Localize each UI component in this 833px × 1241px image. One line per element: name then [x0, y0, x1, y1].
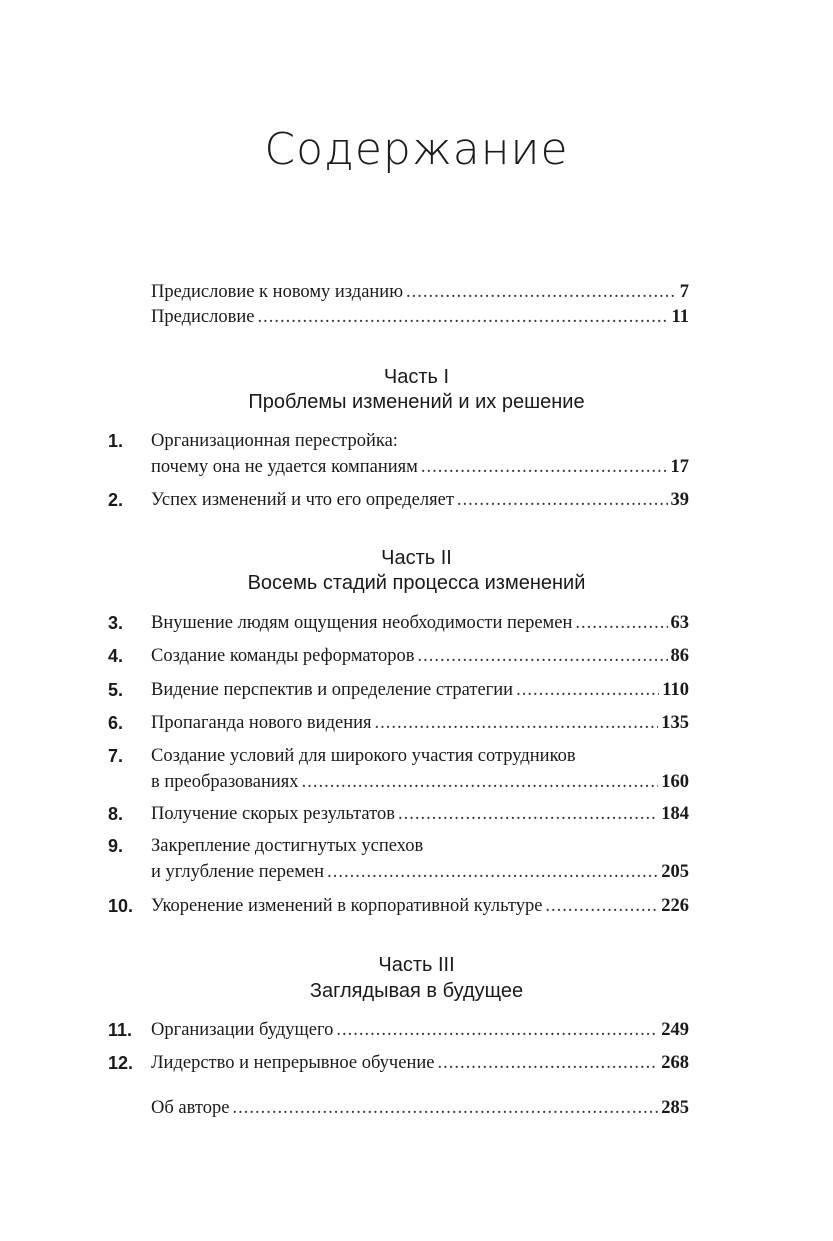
- toc-entry-chapter-1[interactable]: [151, 454, 689, 480]
- page-number: 268: [661, 1053, 689, 1073]
- chapter-number: 2.: [108, 490, 124, 510]
- dot-leader: [375, 710, 659, 736]
- toc-entry-chapter-2[interactable]: [151, 487, 689, 513]
- chapter-number: 1.: [108, 431, 124, 451]
- toc-entry-chapter-12[interactable]: [151, 1050, 689, 1076]
- toc-entry-chapter-7[interactable]: [151, 769, 689, 795]
- page-number: 17: [670, 457, 689, 477]
- dot-leader: [516, 677, 659, 703]
- entry-title: Успех изменений и что его определяет: [151, 490, 454, 510]
- entry-title: Создание команды реформаторов: [151, 646, 415, 666]
- toc-entry-chapter-6[interactable]: [151, 710, 689, 736]
- entry-title: Получение скорых результатов: [151, 804, 395, 824]
- chapter-number: 10.: [108, 896, 134, 916]
- entry-title: Лидерство и непрерывное обучение: [151, 1053, 435, 1073]
- dot-leader: [257, 304, 668, 330]
- chapter-number: 4.: [108, 646, 124, 666]
- page-number: 86: [670, 646, 689, 666]
- entry-title: Укоренение изменений в корпоративной культуре: [151, 896, 543, 916]
- page-number: 7: [679, 282, 689, 302]
- page-number: 11: [671, 307, 689, 327]
- page-number: 285: [661, 1098, 689, 1118]
- entry-title: Об авторе: [151, 1098, 230, 1118]
- page-number: 110: [662, 680, 689, 700]
- dot-leader: [327, 859, 658, 885]
- toc-entry-about-author[interactable]: [151, 1095, 689, 1121]
- page-number: 205: [661, 862, 689, 882]
- toc-entry-chapter-5[interactable]: [151, 677, 689, 703]
- chapter-number: 5.: [108, 680, 124, 700]
- chapter-number: 3.: [108, 613, 124, 633]
- chapter-title-line1: Создание условий для широкого участия сотрудников: [151, 746, 576, 766]
- chapter-number: 9.: [108, 836, 124, 856]
- entry-title: в преобразованиях: [151, 772, 299, 792]
- page-title: Содержание: [264, 124, 569, 175]
- page-number: 249: [661, 1020, 689, 1040]
- dot-leader: [406, 279, 677, 305]
- toc-entry-chapter-11[interactable]: [151, 1017, 689, 1043]
- part-3-label: Часть III: [378, 954, 455, 976]
- toc-entry-chapter-10[interactable]: [151, 893, 689, 919]
- toc-entry-preface[interactable]: [151, 304, 689, 330]
- dot-leader: [421, 454, 668, 480]
- toc-entry-chapter-9[interactable]: [151, 859, 689, 885]
- part-1-label: Часть I: [383, 366, 450, 388]
- toc-entry-chapter-3[interactable]: [151, 610, 689, 636]
- dot-leader: [398, 801, 658, 827]
- chapter-number: 6.: [108, 713, 124, 733]
- part-1-title: Проблемы изменений и их решение: [248, 391, 585, 413]
- chapter-number: 12.: [108, 1053, 134, 1073]
- entry-title: Предисловие к новому изданию: [151, 282, 404, 302]
- toc-entry-chapter-8[interactable]: [151, 801, 689, 827]
- dot-leader: [545, 893, 658, 919]
- page-number: 184: [661, 804, 689, 824]
- chapter-title-line1: Организационная перестройка:: [151, 431, 398, 451]
- chapter-number: 7.: [108, 746, 124, 766]
- part-2-title: Восемь стадий процесса изменений: [247, 572, 586, 594]
- page-number: 160: [661, 772, 689, 792]
- entry-title: Пропаганда нового видения: [151, 713, 372, 733]
- dot-leader: [417, 643, 667, 669]
- dot-leader: [302, 769, 659, 795]
- chapter-number: 8.: [108, 804, 124, 824]
- entry-title: Организации будущего: [151, 1020, 334, 1040]
- entry-title: Видение перспектив и определение стратегии: [151, 680, 514, 700]
- page-number: 63: [670, 613, 689, 633]
- entry-title: Предисловие: [151, 307, 255, 327]
- page-number: 226: [661, 896, 689, 916]
- dot-leader: [437, 1050, 658, 1076]
- toc-entry-chapter-4[interactable]: [151, 643, 689, 669]
- toc-entry-preface-new-edition[interactable]: [151, 279, 689, 305]
- dot-leader: [575, 610, 667, 636]
- dot-leader: [232, 1095, 658, 1121]
- dot-leader: [336, 1017, 658, 1043]
- part-3-title: Заглядывая в будущее: [309, 980, 524, 1002]
- page-number: 39: [670, 490, 689, 510]
- dot-leader: [457, 487, 668, 513]
- part-2-label: Часть II: [381, 547, 452, 569]
- chapter-title-line1: Закрепление достигнутых успехов: [151, 836, 424, 856]
- entry-title: Внушение людям ощущения необходимости перемен: [151, 613, 573, 633]
- entry-title: и углубление перемен: [151, 862, 325, 882]
- entry-title: почему она не удается компаниям: [151, 457, 418, 477]
- page-number: 135: [661, 713, 689, 733]
- chapter-number: 11.: [108, 1020, 133, 1040]
